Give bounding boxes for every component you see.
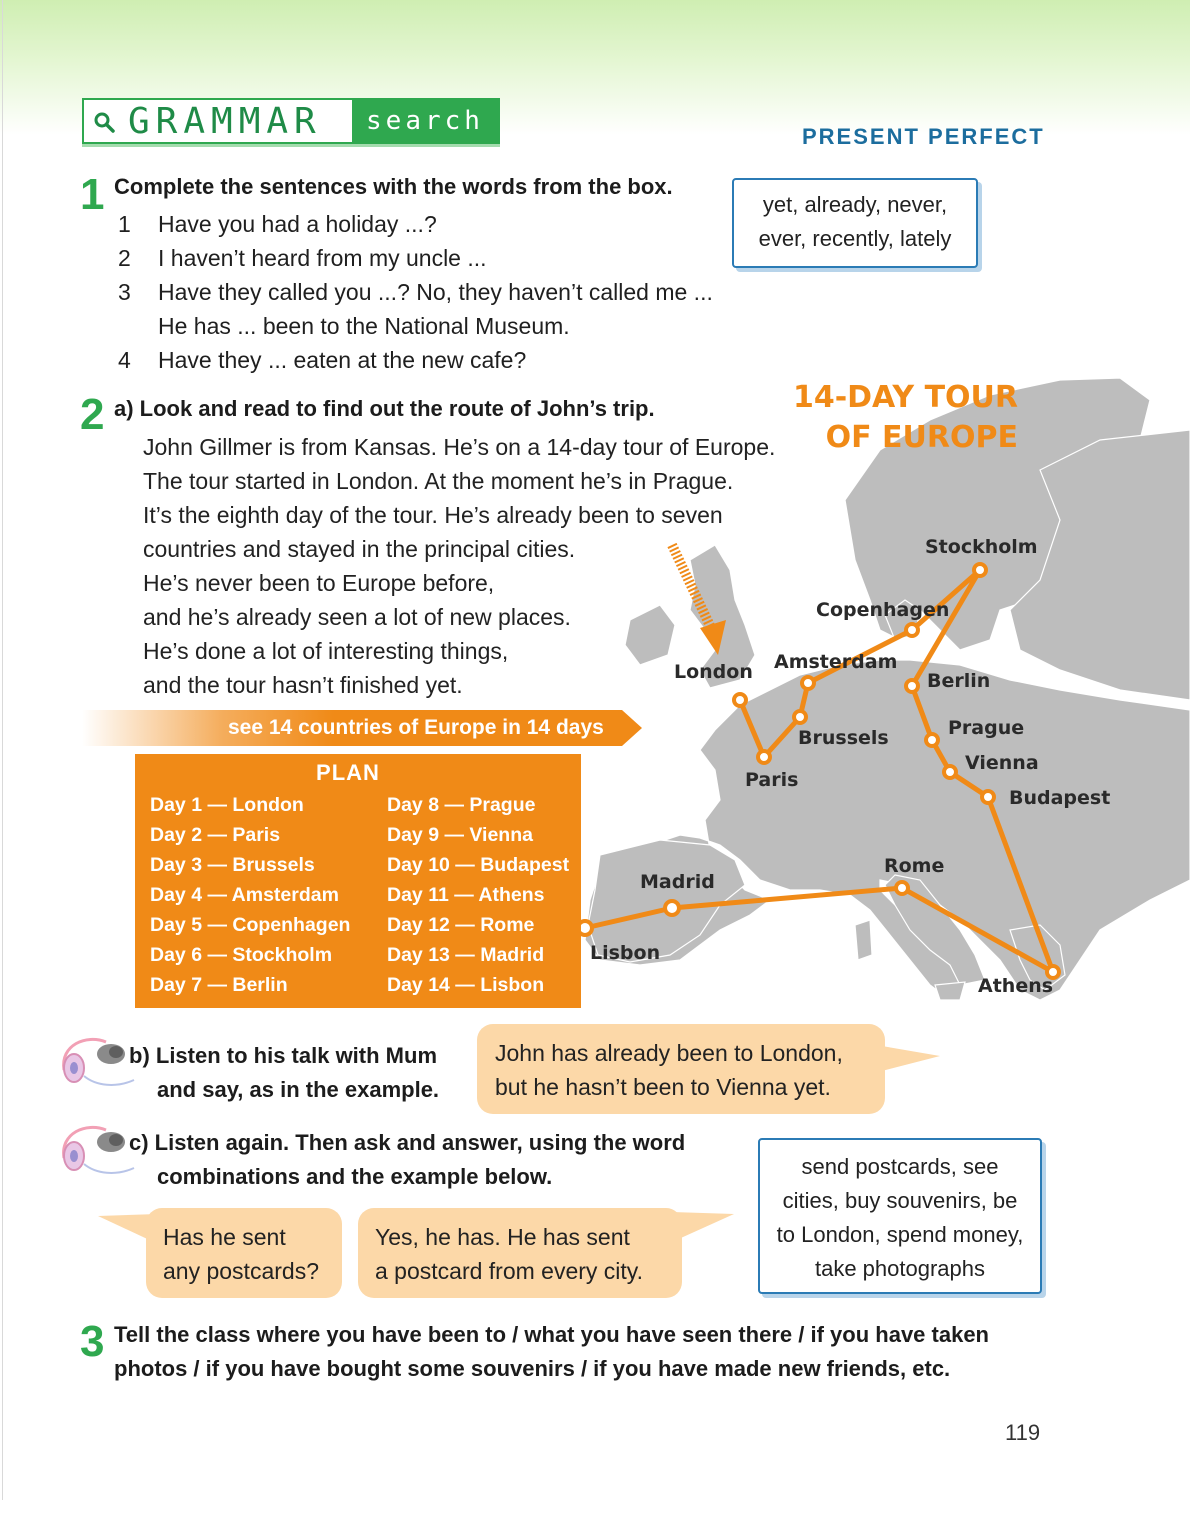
combo-line: to London, spend money, <box>776 1222 1024 1247</box>
bubble-line: Yes, he has. He has sent <box>375 1224 630 1250</box>
plan-item: Day 4 — Amsterdam <box>150 884 339 906</box>
sentence-text: Have they ... eaten at the new cafe? <box>158 347 527 373</box>
sentence-text: Have you had a holiday ...? <box>158 211 437 237</box>
instruction-line: combinations and the example below. <box>157 1164 553 1189</box>
plan-item: Day 2 — Paris <box>150 824 281 846</box>
combo-line: cities, buy souvenirs, be <box>782 1188 1018 1213</box>
plan-column-1 <box>150 790 350 1000</box>
plan-item: Day 3 — Brussels <box>150 854 315 876</box>
route-point <box>758 751 770 763</box>
headphones-icon <box>56 1030 136 1090</box>
route-point <box>906 624 918 636</box>
plan-item: Day 1 — London <box>150 794 304 816</box>
exercise-1-instruction: Complete the sentences with the words from the box. <box>114 174 673 199</box>
banner-text: see 14 countries of Europe in 14 days <box>228 716 604 739</box>
page-number: 119 <box>1005 1420 1041 1445</box>
sentence-text: I haven’t heard from my uncle ... <box>158 245 487 271</box>
answer-bubble <box>358 1208 682 1298</box>
city-label-lisbon: Lisbon <box>590 942 661 964</box>
bubble-line: John has already been to London, <box>495 1040 843 1066</box>
grammar-word: GRAMMAR <box>128 101 322 142</box>
city-label-amsterdam: Amsterdam <box>774 651 898 673</box>
bubble-line: any postcards? <box>163 1258 319 1284</box>
combo-line: take photographs <box>814 1256 986 1281</box>
city-label-rome: Rome <box>884 855 945 877</box>
city-label-athens: Athens <box>978 975 1054 997</box>
route-point <box>926 734 938 746</box>
plan-item: Day 13 — Madrid <box>387 944 545 966</box>
city-label-copenhagen: Copenhagen <box>816 599 950 621</box>
exercise-2-number: 2 <box>80 390 105 439</box>
exercise-1-number: 1 <box>80 170 105 219</box>
city-label-prague: Prague <box>948 717 1025 739</box>
question-bubble <box>146 1208 342 1298</box>
instruction-line: c) Listen again. Then ask and answer, using the word <box>129 1130 686 1155</box>
route-point <box>794 711 806 723</box>
route-point <box>802 677 814 689</box>
city-label-madrid: Madrid <box>640 871 715 893</box>
story-line: countries and stayed in the principal cities. <box>143 536 576 562</box>
grammar-search-header <box>82 98 500 144</box>
story-line: He’s done a lot of interesting things, <box>143 638 509 664</box>
story-line: and the tour hasn’t finished yet. <box>143 672 463 698</box>
word-box-line: yet, already, never, <box>762 192 948 217</box>
magnifier-icon <box>92 110 116 134</box>
city-label-london: London <box>674 661 753 683</box>
city-label-paris: Paris <box>745 769 799 791</box>
story-line: and he’s already seen a lot of new places. <box>143 604 571 630</box>
instruction-line: Tell the class where you have been to / what you have seen there / if you have taken <box>114 1322 989 1347</box>
combinations-box <box>758 1138 1042 1294</box>
story-line: John Gillmer is from Kansas. He’s on a 14-day tour of Europe. <box>143 434 776 460</box>
plan-title: PLAN <box>316 760 380 785</box>
sentence-number: 4 <box>118 347 131 373</box>
bubble-line: a postcard from every city. <box>375 1258 643 1284</box>
example-bubble <box>477 1024 885 1114</box>
route-point <box>665 901 679 915</box>
story-line: The tour started in London. At the moment he’s in Prague. <box>143 468 734 494</box>
route-point <box>974 564 986 576</box>
city-label-brussels: Brussels <box>798 727 889 749</box>
route-point <box>896 882 908 894</box>
plan-column-2 <box>387 790 569 1000</box>
story-text <box>143 430 775 702</box>
plan-item: Day 8 — Prague <box>387 794 536 816</box>
exercise-2b-instruction <box>129 1039 439 1107</box>
header-underline <box>82 144 500 147</box>
tour-title-line: OF EUROPE <box>825 420 1018 455</box>
plan-item: Day 5 — Copenhagen <box>150 914 351 936</box>
sentence-number: 1 <box>118 211 131 237</box>
exercise-2a-instruction: a) Look and read to find out the route of John’s trip. <box>114 396 655 421</box>
bubble-line: Has he sent <box>163 1224 286 1250</box>
plan-item: Day 11 — Athens <box>387 884 545 906</box>
city-label-berlin: Berlin <box>927 670 991 692</box>
headphones-icon <box>56 1118 136 1178</box>
city-label-stockholm: Stockholm <box>925 536 1038 558</box>
page-edge-line <box>2 0 3 1500</box>
instruction-line: photos / if you have bought some souvenirs / if you have made new friends, etc. <box>114 1356 951 1381</box>
sentence-text: Have they called you ...? No, they haven’t called me ... <box>158 279 713 305</box>
plan-item: Day 6 — Stockholm <box>150 944 333 966</box>
exercise-2c-instruction <box>129 1126 685 1194</box>
bubble-line: but he hasn’t been to Vienna yet. <box>495 1074 831 1100</box>
sentence-number: 2 <box>118 245 131 271</box>
route-point <box>906 680 918 692</box>
search-tag: search <box>352 100 498 142</box>
plan-item: Day 10 — Budapest <box>387 854 570 876</box>
tour-plan <box>135 754 581 1008</box>
sentence-number: 3 <box>118 279 131 305</box>
story-line: It’s the eighth day of the tour. He’s already been to seven <box>143 502 723 528</box>
instruction-line: b) Listen to his talk with Mum <box>129 1043 437 1068</box>
topic-title: PRESENT PERFECT <box>802 124 1045 149</box>
tour-title <box>790 378 1018 458</box>
tour-title-line: 14-DAY TOUR <box>792 380 1018 415</box>
route-point <box>982 791 994 803</box>
city-label-budapest: Budapest <box>1009 787 1111 809</box>
exercise-3-number: 3 <box>80 1317 105 1366</box>
plan-item: Day 12 — Rome <box>387 914 535 936</box>
route-point <box>944 766 956 778</box>
exercise-3-instruction <box>114 1318 989 1386</box>
plan-item: Day 9 — Vienna <box>387 824 533 846</box>
city-label-vienna: Vienna <box>965 752 1039 774</box>
instruction-line: and say, as in the example. <box>157 1077 440 1102</box>
sentence-text: He has ... been to the National Museum. <box>158 313 570 339</box>
word-box-line: ever, recently, lately <box>758 226 952 251</box>
plan-item: Day 7 — Berlin <box>150 974 288 996</box>
plan-item: Day 14 — Lisbon <box>387 974 545 996</box>
word-box <box>732 178 978 268</box>
story-line: He’s never been to Europe before, <box>143 570 495 596</box>
combo-line: send postcards, see <box>801 1154 999 1179</box>
